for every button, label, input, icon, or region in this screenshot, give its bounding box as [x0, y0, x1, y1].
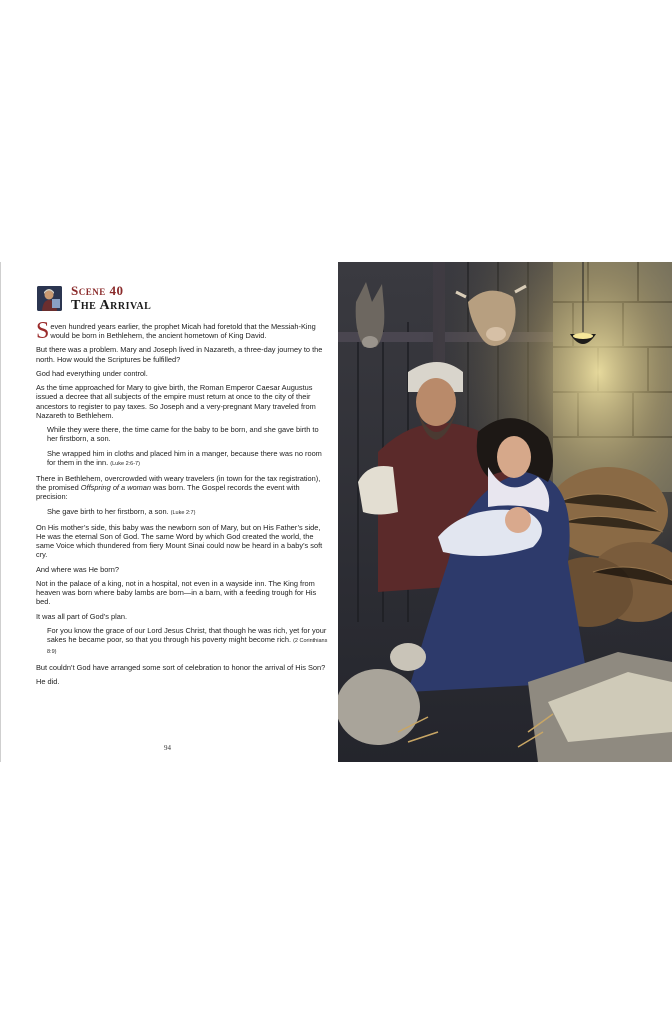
paragraph: God had everything under control. — [36, 368, 148, 378]
page-number: 94 — [164, 744, 171, 752]
paragraph: But there was a problem. Mary and Joseph lived in Nazareth, a three-day journey to the north. How would the Scriptures be fulfilled? — [36, 345, 323, 364]
page-edge — [0, 262, 1, 762]
body-text — [36, 318, 328, 691]
scripture-quote: She wrapped him in cloths and placed him in a manger, because there was no room for them in the inn. (Luke 2:6-7) — [47, 448, 322, 467]
scripture-reference: (2 Corinthians 8:9) — [47, 638, 328, 656]
drop-cap: S — [36, 318, 50, 344]
scripture-quote: While they were there, the time came for the baby to be born, and she gave birth to her firstborn, a son. — [47, 425, 319, 444]
nativity-painting — [338, 262, 672, 762]
paragraph: There in Bethlehem, overcrowded with weary travelers (in town for the tax registration), the promised Offspring of a woman was born. The Gospel records the event with precision: — [36, 474, 321, 502]
paragraph: And where was He born? — [36, 564, 119, 574]
paragraph: It was all part of God’s plan. — [36, 611, 128, 621]
text-page — [0, 262, 338, 762]
paragraph: Seven hundred years earlier, the prophet Micah had foretold that the Messiah-King would be born in Bethlehem, the ancient hometown of King David. — [36, 318, 316, 344]
scripture-quote: She gave birth to her firstborn, a son. (Luke 2:7) — [47, 506, 196, 516]
scene-label: Scene 40 — [71, 283, 124, 298]
nativity-illustration — [338, 262, 672, 762]
scene-title: The Arrival — [71, 298, 152, 313]
scene-thumbnail-icon — [37, 286, 62, 311]
paragraph: But couldn’t God have arranged some sort of celebration to honor the arrival of His Son? — [36, 662, 326, 672]
paragraph: Not in the palace of a king, not in a hospital, not even in a wayside inn. The King from heaven was born where baby lambs are born—in a barn, with a feeding trough for His bed. — [36, 579, 317, 607]
book-spread — [0, 262, 672, 762]
paragraph: He did. — [36, 676, 60, 686]
paragraph: As the time approached for Mary to give birth, the Roman Emperor Caesar Augustus issued a decree that all subjects of the empire must return at once to the city of their ancestors to register to pay taxes. So Joseph and a very-pregnant Mary traveled from Nazareth to Bethlehem. — [36, 383, 316, 420]
scripture-reference: (Luke 2:7) — [170, 509, 196, 516]
paragraph: On His mother’s side, this baby was the newborn son of Mary, but on His Father’s side, He was the eternal Son of God. The same Word by which God created the world, the same Voice which thundered from fiery Mount Sinai could now be heard in a baby’s soft cry. — [36, 522, 323, 560]
scripture-quote: For you know the grace of our Lord Jesus Christ, that though he was rich, yet for your sakes he became poor, so that you through his poverty might become rich. (2 Corinthians 8:9) — [47, 626, 328, 656]
scripture-reference: (Luke 2:6-7) — [110, 460, 140, 467]
